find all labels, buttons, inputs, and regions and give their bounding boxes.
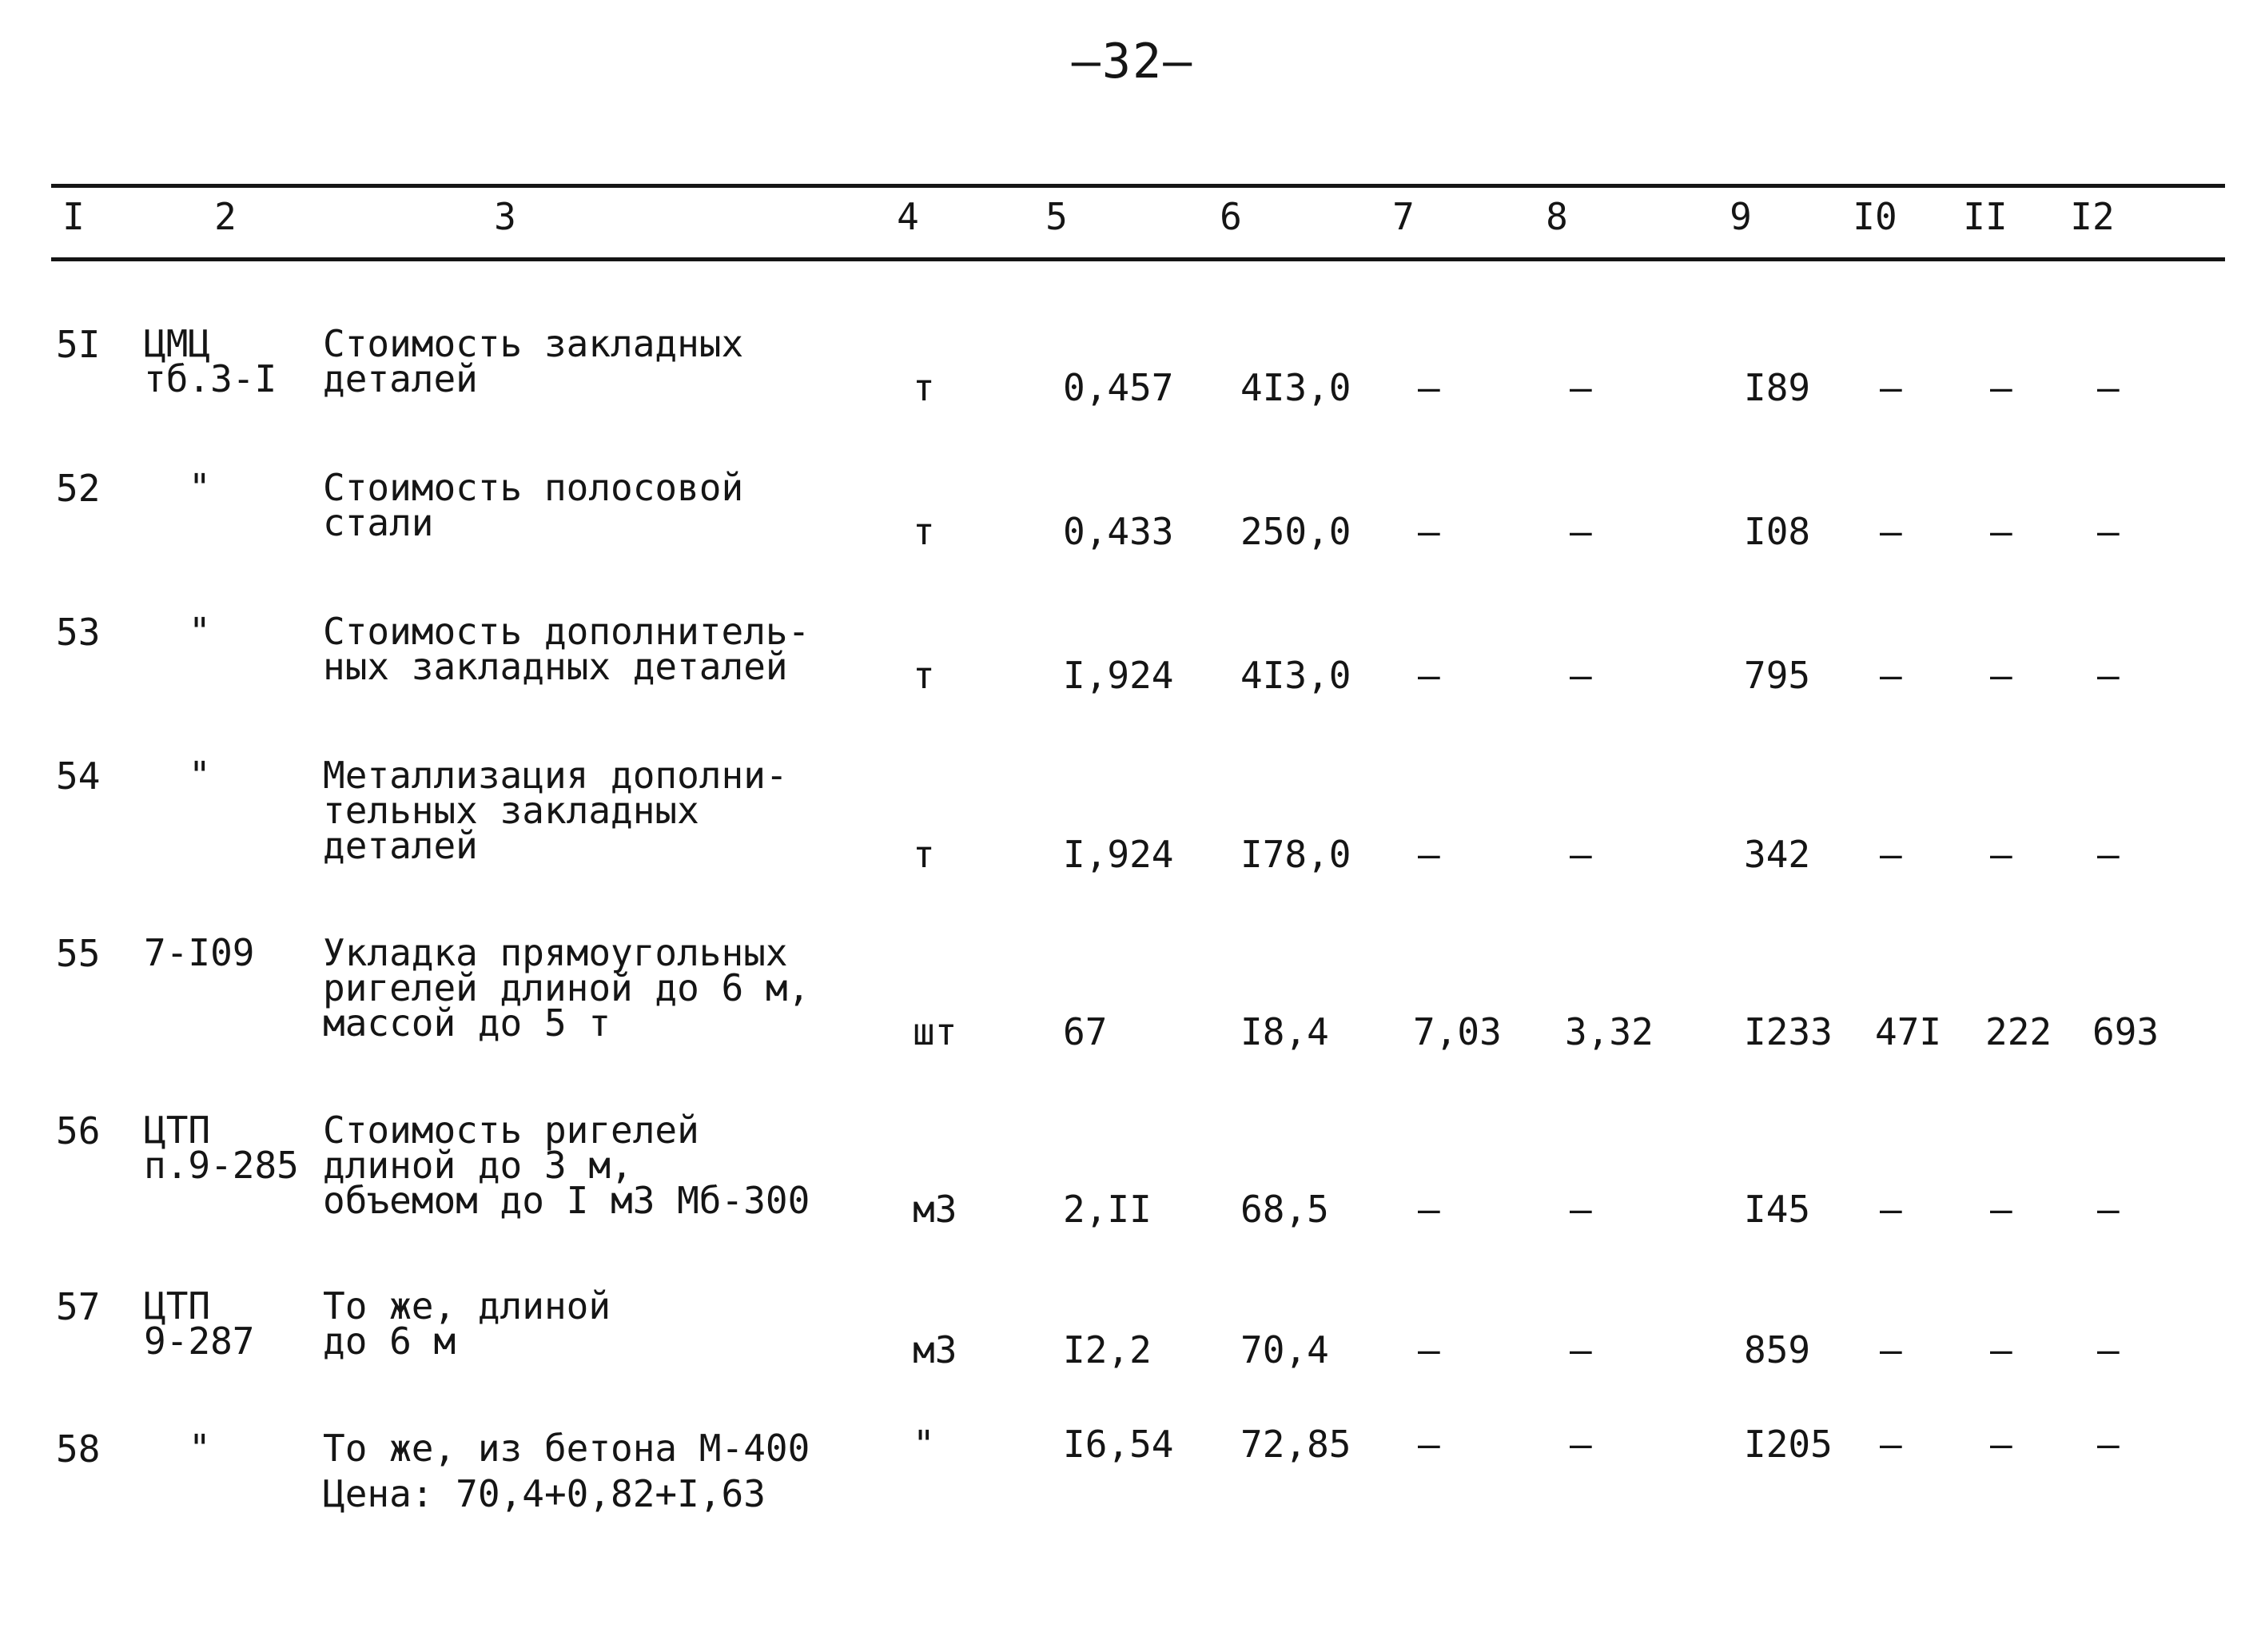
row-number: 58 xyxy=(56,1427,101,1471)
value-c7: – xyxy=(1418,1328,1440,1371)
column-header: I xyxy=(62,195,85,238)
value-c11: – xyxy=(1990,510,2012,553)
value-c12: – xyxy=(2097,1328,2120,1371)
value-c7: – xyxy=(1418,654,1440,697)
value-c12: – xyxy=(2097,510,2120,553)
row-number: 56 xyxy=(56,1109,101,1152)
value-c6: 72,85 xyxy=(1240,1423,1351,1466)
unit: т xyxy=(913,366,935,409)
row-number: 57 xyxy=(56,1285,101,1328)
row-number: 53 xyxy=(56,611,101,654)
value-c9: I89 xyxy=(1744,366,1811,409)
value-c8: – xyxy=(1570,1328,1592,1371)
unit: т xyxy=(913,510,935,553)
column-header: I2 xyxy=(2070,195,2115,238)
value-c5: I,924 xyxy=(1063,833,1174,876)
value-c10: – xyxy=(1880,654,1902,697)
value-c5: 0,433 xyxy=(1063,510,1174,553)
value-c12: – xyxy=(2097,654,2120,697)
row-number: 52 xyxy=(56,467,101,510)
work-description: Стоимость полосовой стали xyxy=(323,466,744,544)
norm-reference: " xyxy=(189,754,211,797)
value-c6: 4I3,0 xyxy=(1240,366,1351,409)
value-c11: – xyxy=(1990,654,2012,697)
value-c10: 47I xyxy=(1875,1010,1942,1053)
value-c11: – xyxy=(1990,833,2012,876)
value-c9: I08 xyxy=(1744,510,1811,553)
value-c5: I2,2 xyxy=(1063,1328,1152,1371)
row-number: 5I xyxy=(56,323,101,366)
column-header: 6 xyxy=(1220,195,1242,238)
norm-reference: ЦТП п.9-285 xyxy=(144,1109,299,1187)
column-header: 5 xyxy=(1045,195,1068,238)
value-c6: I78,0 xyxy=(1240,833,1351,876)
value-c5: I6,54 xyxy=(1063,1423,1174,1466)
value-c8: – xyxy=(1570,833,1592,876)
unit: т xyxy=(913,654,935,697)
work-description: То же, из бетона М-400 xyxy=(323,1427,810,1470)
norm-reference: " xyxy=(189,466,211,509)
unit: м3 xyxy=(913,1188,957,1231)
work-description: То же, длиной до 6 м xyxy=(323,1284,611,1363)
value-c11: – xyxy=(1990,1423,2012,1466)
value-c12: 693 xyxy=(2092,1010,2160,1053)
value-c9: 859 xyxy=(1744,1328,1811,1371)
norm-reference: " xyxy=(189,610,211,653)
value-c7: – xyxy=(1418,366,1440,409)
row-number: 55 xyxy=(56,932,101,975)
value-c6: 68,5 xyxy=(1240,1188,1329,1231)
value-c7: – xyxy=(1418,833,1440,876)
value-c11: – xyxy=(1990,366,2012,409)
value-c8: 3,32 xyxy=(1565,1010,1654,1053)
value-c12: – xyxy=(2097,1423,2120,1466)
row-number: 54 xyxy=(56,754,101,798)
value-c7: – xyxy=(1418,1423,1440,1466)
value-c6: 70,4 xyxy=(1240,1328,1329,1371)
value-c12: – xyxy=(2097,366,2120,409)
column-header: I0 xyxy=(1853,195,1897,238)
value-c10: – xyxy=(1880,1423,1902,1466)
value-c5: 2,II xyxy=(1063,1188,1152,1231)
value-c11: – xyxy=(1990,1328,2012,1371)
value-c9: 795 xyxy=(1744,654,1811,697)
column-header: 3 xyxy=(494,195,516,238)
value-c6: 250,0 xyxy=(1240,510,1351,553)
value-c11: 222 xyxy=(1985,1010,2052,1053)
value-c9: I45 xyxy=(1744,1188,1811,1231)
unit: т xyxy=(913,833,935,876)
value-c7: 7,03 xyxy=(1413,1010,1502,1053)
value-c10: – xyxy=(1880,510,1902,553)
value-c8: – xyxy=(1570,1423,1592,1466)
norm-reference: ЦТП 9-287 xyxy=(144,1284,255,1363)
column-header: 7 xyxy=(1392,195,1415,238)
value-c5: 0,457 xyxy=(1063,366,1174,409)
table-header-rule xyxy=(51,257,2225,261)
unit: " xyxy=(913,1423,935,1466)
value-c10: – xyxy=(1880,366,1902,409)
work-description: Металлизация дополни- тельных закладных деталей xyxy=(323,754,788,867)
value-c9: I205 xyxy=(1744,1423,1833,1466)
value-c11: – xyxy=(1990,1188,2012,1231)
value-c9: I233 xyxy=(1744,1010,1833,1053)
table-top-rule xyxy=(51,184,2225,188)
value-c6: 4I3,0 xyxy=(1240,654,1351,697)
value-c8: – xyxy=(1570,510,1592,553)
norm-reference: " xyxy=(189,1427,211,1470)
value-c10: – xyxy=(1880,1188,1902,1231)
column-header: 8 xyxy=(1546,195,1568,238)
column-header: 9 xyxy=(1730,195,1752,238)
price-note: Цена: 70,4+0,82+I,63 xyxy=(323,1472,766,1515)
value-c8: – xyxy=(1570,366,1592,409)
unit: м3 xyxy=(913,1328,957,1371)
value-c6: I8,4 xyxy=(1240,1010,1329,1053)
column-header: 4 xyxy=(897,195,919,238)
unit: шт xyxy=(913,1010,957,1053)
norm-reference: ЦМЦ тб.3-I xyxy=(144,322,277,400)
norm-reference: 7-I09 xyxy=(144,931,255,974)
value-c7: – xyxy=(1418,510,1440,553)
work-description: Стоимость ригелей длиной до 3 м, объемом до I м3 Мб-300 xyxy=(323,1109,810,1222)
value-c7: – xyxy=(1418,1188,1440,1231)
work-description: Стоимость закладных деталей xyxy=(323,322,744,400)
value-c10: – xyxy=(1880,1328,1902,1371)
value-c8: – xyxy=(1570,1188,1592,1231)
work-description: Стоимость дополнитель- ных закладных деталей xyxy=(323,610,810,688)
value-c12: – xyxy=(2097,1188,2120,1231)
page-number: —32— xyxy=(1071,34,1194,90)
value-c9: 342 xyxy=(1744,833,1811,876)
column-header: II xyxy=(1963,195,2008,238)
work-description: Укладка прямоугольных ригелей длиной до 6 м, массой до 5 т xyxy=(323,931,810,1045)
column-header: 2 xyxy=(214,195,237,238)
value-c8: – xyxy=(1570,654,1592,697)
value-c5: 67 xyxy=(1063,1010,1108,1053)
value-c10: – xyxy=(1880,833,1902,876)
value-c5: I,924 xyxy=(1063,654,1174,697)
value-c12: – xyxy=(2097,833,2120,876)
